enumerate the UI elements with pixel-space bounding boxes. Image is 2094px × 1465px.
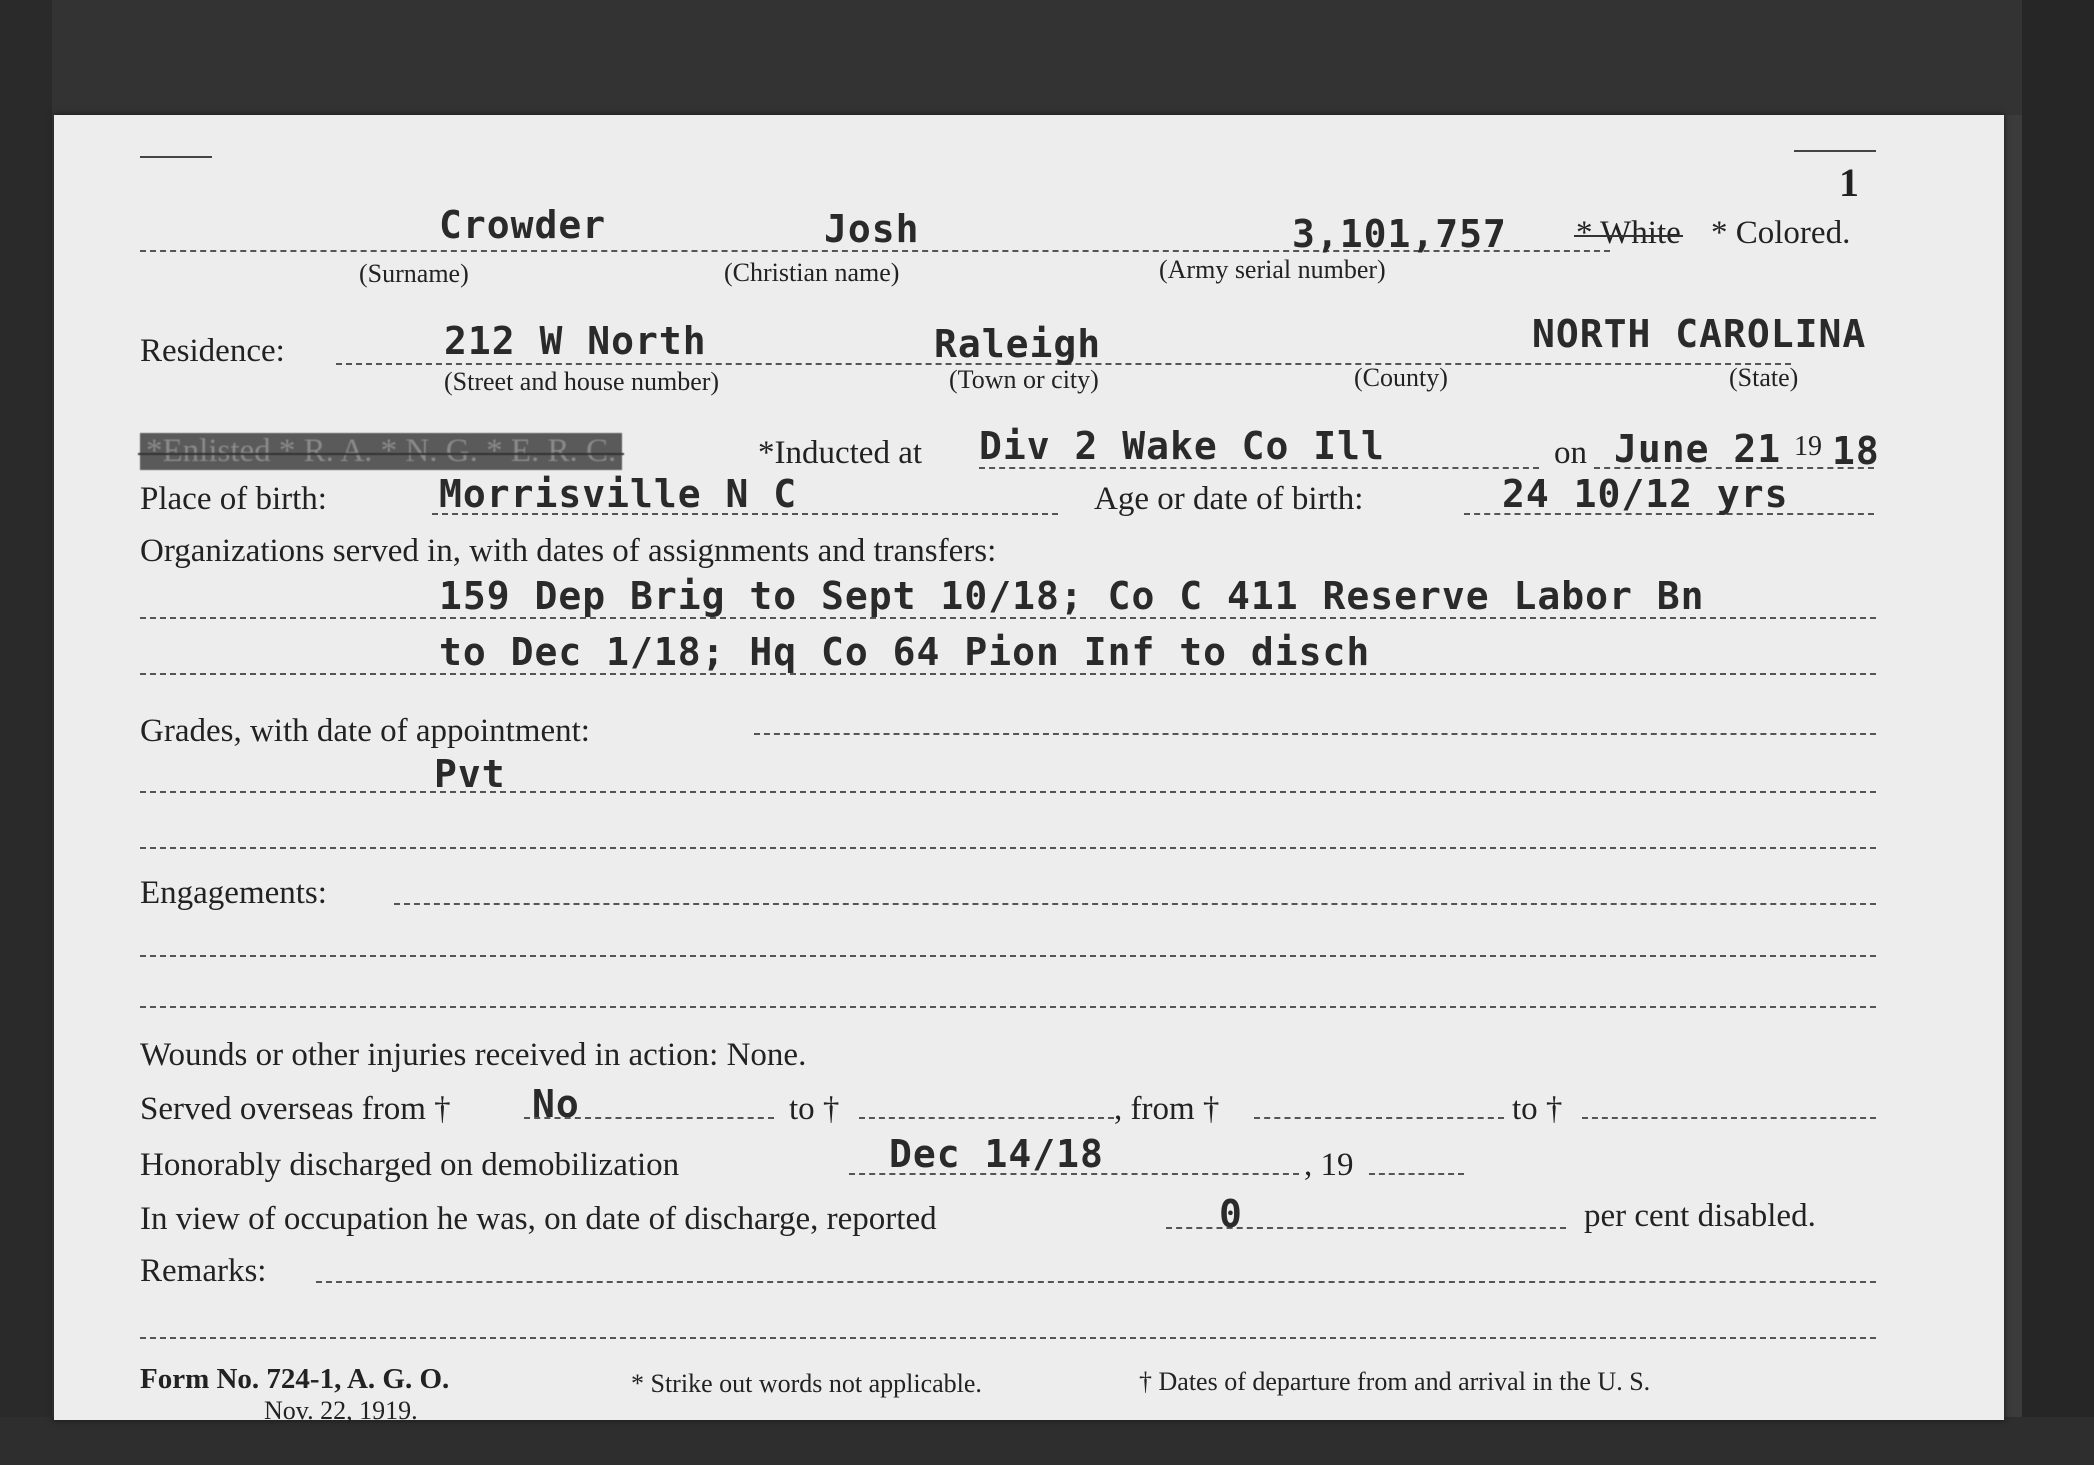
disability-label-end: per cent disabled. <box>1584 1198 1816 1234</box>
state-caption: (State) <box>1729 363 1799 392</box>
enlisted-label: *Enlisted * R. A. * N. G. * E. R. C. <box>140 433 622 470</box>
discharge-date-value: Dec 14/18 <box>889 1132 1104 1176</box>
serial-number-caption: (Army serial number) <box>1159 255 1386 284</box>
overseas-to-line-1 <box>859 1117 1114 1119</box>
disability-value: 0 <box>1219 1192 1243 1236</box>
street-caption: (Street and house number) <box>444 367 720 396</box>
overseas-to-line-2 <box>1582 1117 1876 1119</box>
grades-line-2 <box>140 791 1876 793</box>
card-number: 1 <box>1839 160 1859 205</box>
discharge-year-line <box>1369 1173 1464 1175</box>
residence-label: Residence: <box>140 333 285 369</box>
age-label: Age or date of birth: <box>1094 481 1364 517</box>
place-of-birth-label: Place of birth: <box>140 481 327 517</box>
background-left <box>0 0 52 1465</box>
service-record-card <box>54 115 2004 1425</box>
engagements-label: Engagements: <box>140 875 327 911</box>
year-prefix: 19 <box>1794 431 1822 462</box>
inducted-at-value: Div 2 Wake Co Ill <box>979 424 1385 468</box>
induction-date-value: June 21 <box>1614 427 1782 471</box>
background-right <box>2022 0 2094 1465</box>
background-top <box>0 0 2094 115</box>
overseas-from-label-2: , from † <box>1114 1091 1220 1127</box>
footnote-dates: † Dates of departure from and arrival in the U. S. <box>1139 1367 1651 1396</box>
form-number: Form No. 724-1, A. G. O. <box>140 1363 450 1395</box>
on-label: on <box>1554 435 1587 471</box>
street-value: 212 W North <box>444 319 707 363</box>
organizations-value-1: 159 Dep Brig to Sept 10/18; Co C 411 Reserve Labor Bn <box>439 574 1705 618</box>
surname-caption: (Surname) <box>359 259 469 288</box>
remarks-line-2 <box>140 1337 1876 1339</box>
remarks-line-1 <box>316 1281 1876 1283</box>
inducted-label: *Inducted at <box>758 435 923 471</box>
overseas-from-line <box>524 1117 774 1119</box>
inducted-line <box>979 467 1539 469</box>
grades-value: Pvt <box>434 752 506 796</box>
christian-name-value: Josh <box>824 207 920 251</box>
town-caption: (Town or city) <box>949 365 1099 394</box>
footnote-strike: * Strike out words not applicable. <box>631 1369 982 1398</box>
engagements-line-3 <box>140 1006 1876 1008</box>
organizations-label: Organizations served in, with dates of assignments and transfers: <box>140 533 997 569</box>
overseas-from-line-2 <box>1254 1117 1504 1119</box>
christian-name-caption: (Christian name) <box>724 258 900 287</box>
county-caption: (County) <box>1354 363 1448 392</box>
grades-line-3 <box>140 847 1876 849</box>
overseas-to-label-2: to † <box>1512 1091 1563 1127</box>
overseas-to-label-1: to † <box>789 1091 840 1127</box>
overseas-from-label: Served overseas from † <box>140 1091 451 1127</box>
form-date: Nov. 22, 1919. <box>264 1396 418 1425</box>
top-right-rule <box>1794 150 1876 152</box>
organizations-value-2: to Dec 1/18; Hq Co 64 Pion Inf to disch <box>439 630 1371 674</box>
colored-label: * Colored. <box>1711 215 1851 251</box>
serial-number-value: 3,101,757 <box>1292 212 1507 256</box>
surname-value: Crowder <box>439 203 607 247</box>
top-left-rule <box>140 156 212 158</box>
remarks-label: Remarks: <box>140 1253 267 1289</box>
overseas-from-value: No <box>532 1082 580 1126</box>
discharge-label: Honorably discharged on demobilization <box>140 1147 680 1183</box>
age-value: 24 10/12 yrs <box>1502 472 1789 516</box>
grades-line-1 <box>754 733 1876 735</box>
white-label: * White <box>1576 215 1681 251</box>
disability-label-start: In view of occupation he was, on date of discharge, reported <box>140 1201 937 1237</box>
engagements-line-2 <box>140 955 1876 957</box>
discharge-year-label: , 19 <box>1304 1147 1354 1183</box>
town-value: Raleigh <box>934 322 1102 366</box>
year-suffix-value: 18 <box>1832 429 1880 473</box>
grades-label: Grades, with date of appointment: <box>140 713 590 749</box>
engagements-line-1 <box>394 903 1876 905</box>
place-of-birth-value: Morrisville N C <box>439 472 798 516</box>
date-line <box>1594 467 1874 469</box>
state-value: NORTH CAROLINA <box>1532 312 1867 356</box>
wounds-label: Wounds or other injuries received in action: None. <box>140 1037 807 1073</box>
